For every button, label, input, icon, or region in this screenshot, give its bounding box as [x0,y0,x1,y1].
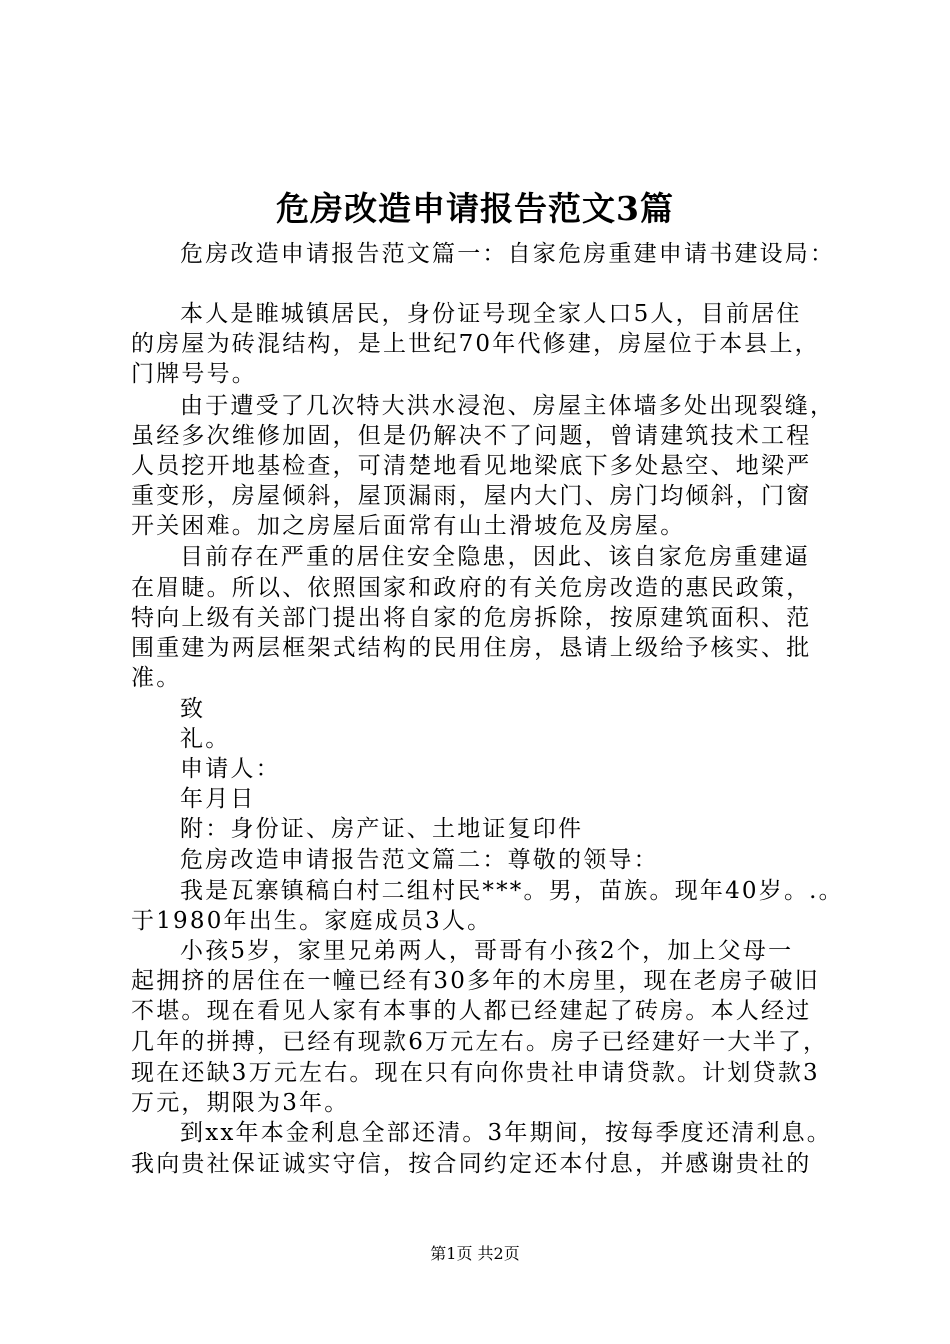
body-line: 万元，期限为3年。 [131,1090,350,1116]
body-line: 申请人： [180,756,281,782]
body-line: 目前存在严重的居住安全隐患，因此、该自家危房重建逼 [180,544,810,570]
document-title: 危房改造申请报告范文3篇 [276,189,674,228]
body-line: 的房屋为砖混结构，是上世纪70年代修建，房屋位于本县上， [131,331,820,357]
body-line: 虽经多次维修加固，但是仍解决不了问题，曾请建筑技术工程 [131,423,812,449]
body-line: 我是瓦寨镇稿白村二组村民***。男，苗族。现年40岁。.。 [180,878,844,904]
body-line: 起拥挤的居住在一幢已经有30多年的木房里，现在老房子破旧 [131,968,820,994]
body-line: 重变形，房屋倾斜，屋顶漏雨，屋内大门、房门均倾斜，门窗 [131,483,812,509]
body-line: 门牌号号。 [131,361,257,387]
body-line: 现在还缺3万元左右。现在只有向你贵社申请贷款。计划贷款3 [131,1060,820,1086]
body-line: 于1980年出生。家庭成员3人。 [131,908,493,934]
body-line: 危房改造申请报告范文篇二：尊敬的领导： [180,847,659,873]
body-line: 围重建为两层框架式结构的民用住房，恳请上级给予核实、批 [131,635,812,661]
body-line: 人员挖开地基检查，可清楚地看见地梁底下多处悬空、地梁严 [131,453,812,479]
body-line: 在眉睫。所以、依照国家和政府的有关危房改造的惠民政策， [131,575,812,601]
body-line: 特向上级有关部门提出将自家的危房拆除，按原建筑面积、范 [131,605,812,631]
page-number: 第1页 共2页 [430,1244,520,1263]
body-line: 我向贵社保证诚实守信，按合同约定还本付息，并感谢贵社的 [131,1151,812,1177]
body-line: 几年的拼搏，已经有现款6万元左右。房子已经建好一大半了， [131,1029,829,1055]
body-line: 本人是睢城镇居民，身份证号现全家人口5人，目前居住 [180,301,802,327]
body-line: 开关困难。加之房屋后面常有山土滑坡危及房屋。 [131,513,686,539]
body-line: 致 [180,696,206,722]
body-line: 不堪。现在看见人家有本事的人都已经建起了砖房。本人经过 [131,998,812,1024]
body-line: 附：身份证、房产证、土地证复印件 [180,816,584,842]
body-line: 准。 [131,665,182,691]
body-line: 到xx年本金利息全部还清。3年期间，按每季度还清利息。 [180,1120,832,1146]
body-line: 年月日 [180,786,256,812]
body-line: 由于遭受了几次特大洪水浸泡、房屋主体墙多处出现裂缝， [180,393,836,419]
body-line: 危房改造申请报告范文篇一：自家危房重建申请书建设局： [180,241,836,267]
body-line: 小孩5岁，家里兄弟两人，哥哥有小孩2个，加上父母一 [180,938,794,964]
body-line: 礼。 [180,726,231,752]
